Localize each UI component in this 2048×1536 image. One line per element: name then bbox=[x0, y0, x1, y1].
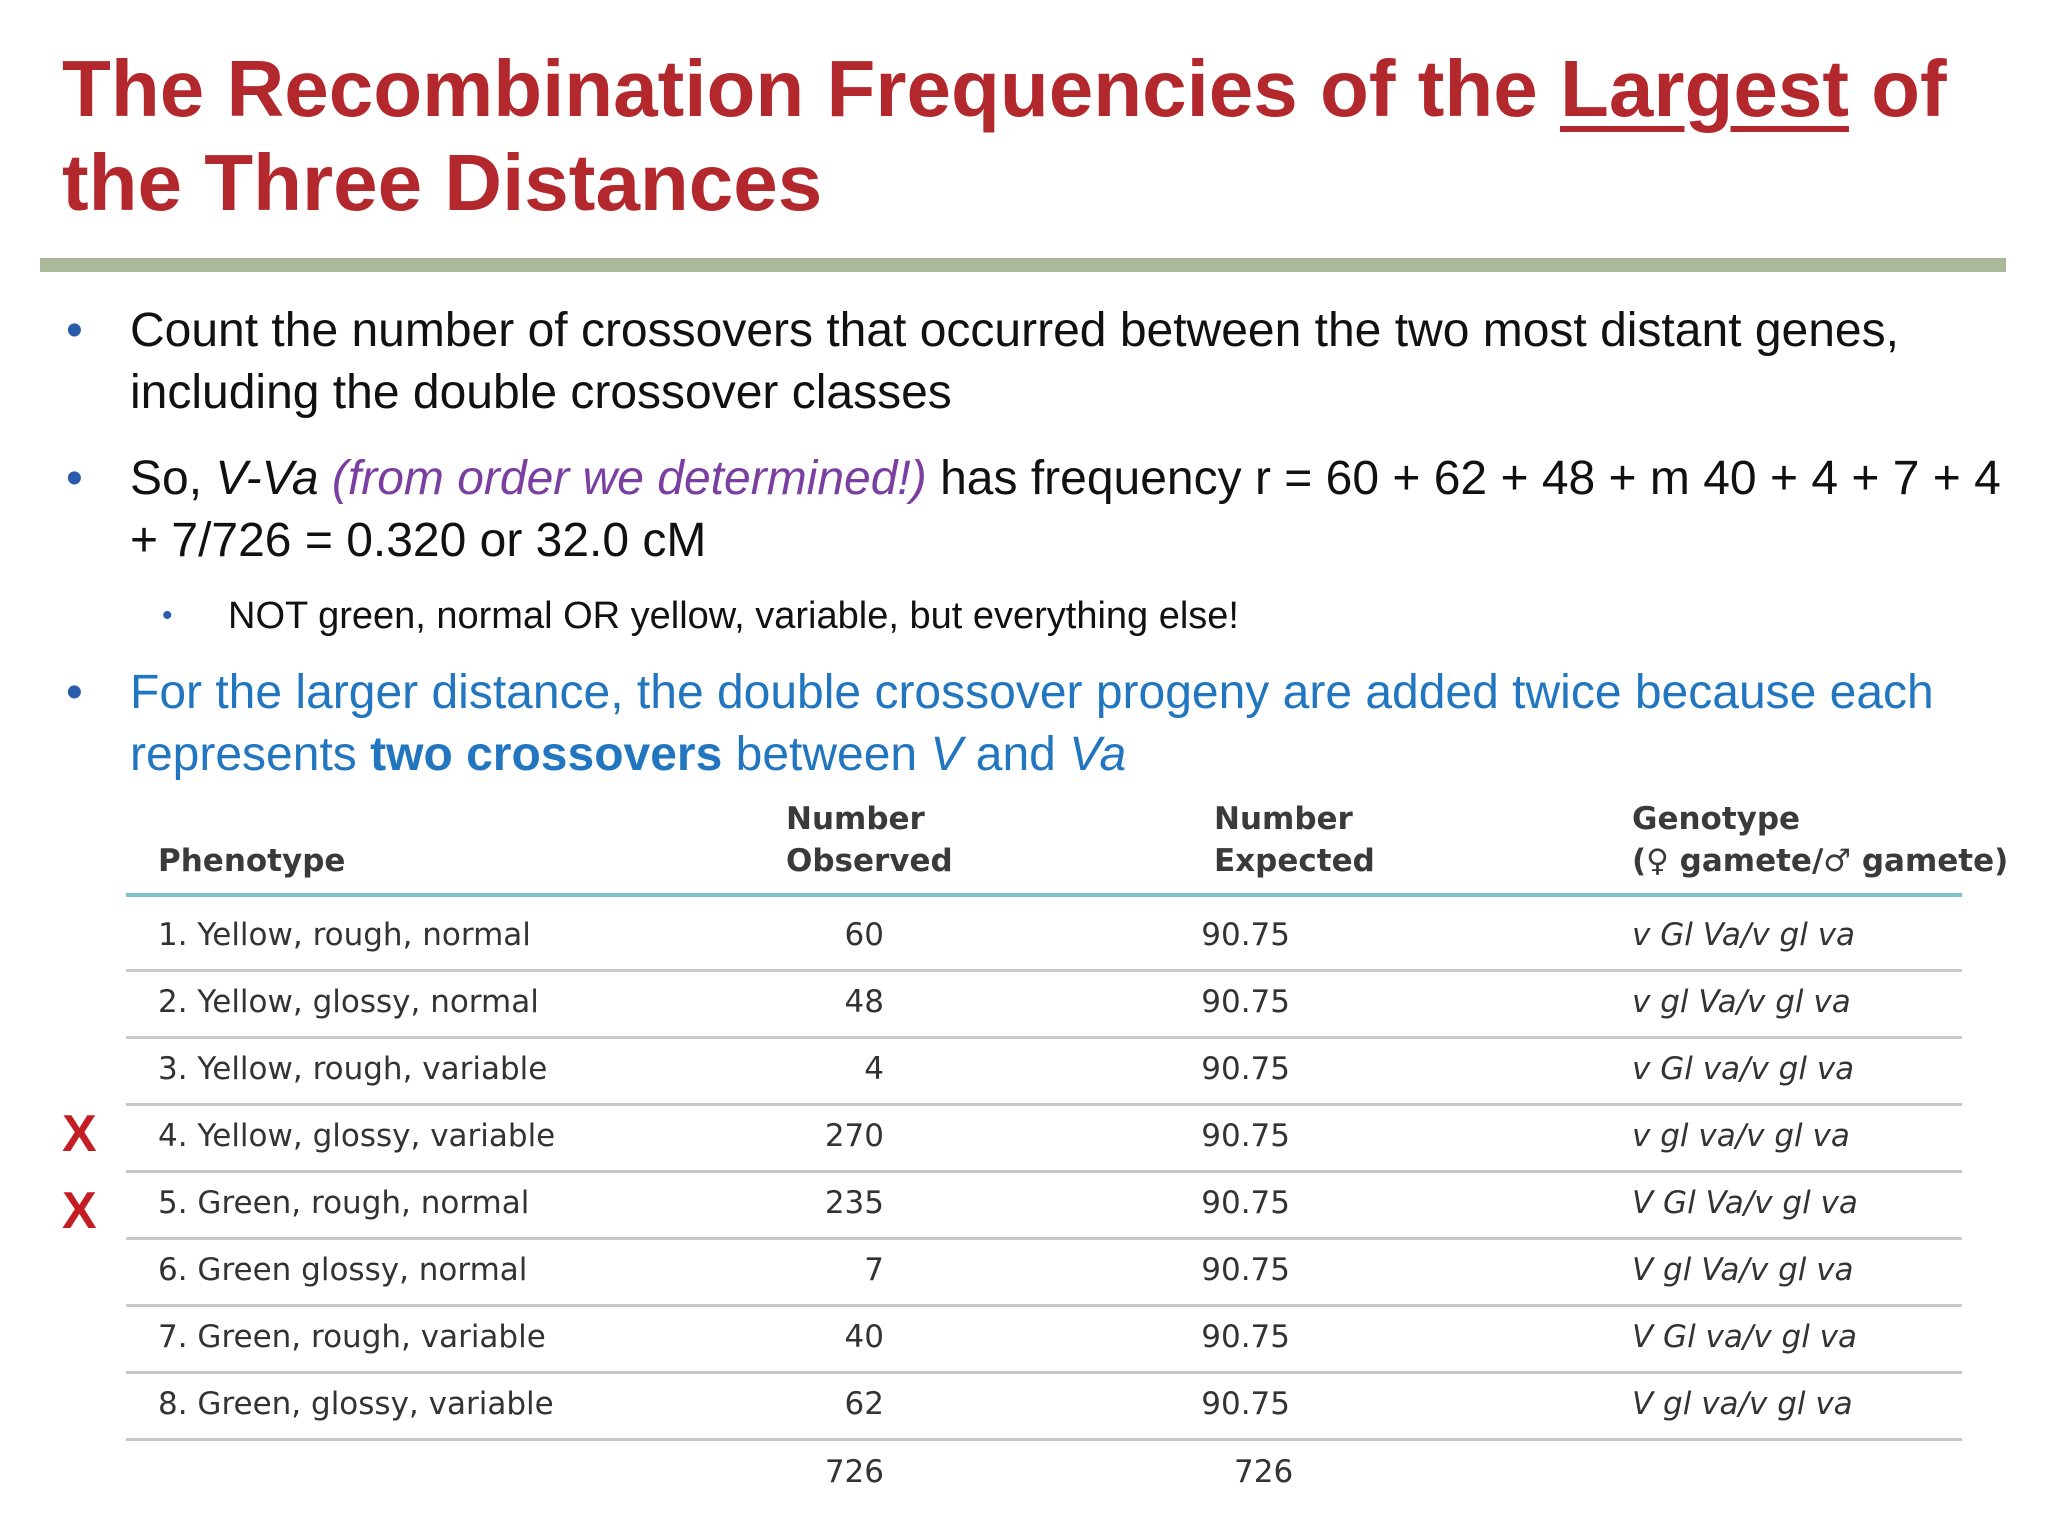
bullet-3-and: and bbox=[962, 728, 1070, 781]
row-5-observed: 235 bbox=[824, 1185, 884, 1221]
row-1-observed: 60 bbox=[844, 917, 884, 953]
row-4-genotype: v gl va/v gl va bbox=[1632, 1118, 1850, 1154]
header-observed-line2: Observed bbox=[786, 843, 953, 879]
bullet-2-note: (from order we determined!) bbox=[318, 452, 927, 505]
bullet-1-text: Count the number of crossovers that occurred between the two most distant genes, including the double crossover classes bbox=[130, 304, 1899, 419]
sub-bullet-text: NOT green, normal OR yellow, variable, but everything else! bbox=[228, 595, 1239, 637]
row-5-excluded-mark: X bbox=[62, 1182, 97, 1240]
row-3-observed: 4 bbox=[864, 1051, 884, 1087]
row-divider bbox=[126, 1036, 1962, 1039]
bullet-2-formula: has frequency r = 60 + 62 + 48 + m 40 + 4 + 7 + 4 + 7/726 = 0.320 or 32.0 cM bbox=[130, 452, 2001, 567]
header-divider bbox=[126, 893, 1962, 897]
bullet-dot: • bbox=[66, 304, 83, 357]
bullet-3-start: For the larger distance, the double crossover progeny are added twice because each represents bbox=[130, 666, 1934, 781]
row-8-phenotype: 8. Green, glossy, variable bbox=[158, 1386, 554, 1422]
row-divider bbox=[126, 1103, 1962, 1106]
row-4-excluded-mark: X bbox=[62, 1105, 97, 1163]
row-1-expected: 90.75 bbox=[1201, 917, 1290, 953]
header-expected-line2: Expected bbox=[1214, 843, 1375, 879]
row-5-genotype: V Gl Va/v gl va bbox=[1632, 1185, 1858, 1221]
row-2-phenotype: 2. Yellow, glossy, normal bbox=[158, 984, 539, 1020]
bullet-dot: • bbox=[66, 452, 83, 505]
row-divider bbox=[126, 1304, 1962, 1307]
row-divider bbox=[126, 1170, 1962, 1173]
bullet-2-prefix: So, bbox=[130, 452, 216, 505]
row-1-phenotype: 1. Yellow, rough, normal bbox=[158, 917, 531, 953]
sub-bullet-dot: • bbox=[162, 599, 173, 632]
row-2-expected: 90.75 bbox=[1201, 984, 1290, 1020]
row-6-phenotype: 6. Green glossy, normal bbox=[158, 1252, 528, 1288]
row-5-expected: 90.75 bbox=[1201, 1185, 1290, 1221]
row-7-expected: 90.75 bbox=[1201, 1319, 1290, 1355]
row-6-expected: 90.75 bbox=[1201, 1252, 1290, 1288]
bullet-3-gene-va: Va bbox=[1069, 728, 1127, 781]
bullet-dot: • bbox=[66, 666, 83, 719]
row-divider bbox=[126, 1371, 1962, 1374]
title-text-end: of the Three Distances bbox=[62, 44, 1947, 227]
row-7-observed: 40 bbox=[844, 1319, 884, 1355]
row-7-phenotype: 7. Green, rough, variable bbox=[158, 1319, 546, 1355]
row-8-observed: 62 bbox=[844, 1386, 884, 1422]
row-divider bbox=[126, 969, 1962, 972]
row-4-phenotype: 4. Yellow, glossy, variable bbox=[158, 1118, 556, 1154]
row-divider bbox=[126, 1438, 1962, 1441]
title-underlined-word: Largest bbox=[1559, 44, 1849, 133]
row-3-genotype: v Gl va/v gl va bbox=[1632, 1051, 1855, 1087]
row-5-phenotype: 5. Green, rough, normal bbox=[158, 1185, 530, 1221]
row-3-expected: 90.75 bbox=[1201, 1051, 1290, 1087]
header-phenotype: Phenotype bbox=[158, 843, 346, 879]
row-6-genotype: V gl Va/v gl va bbox=[1632, 1252, 1854, 1288]
row-7-genotype: V Gl va/v gl va bbox=[1632, 1319, 1858, 1355]
total-expected: 726 bbox=[1234, 1454, 1294, 1490]
header-genotype-line2: (♀ gamete/♂ gamete) bbox=[1632, 843, 2009, 879]
row-1-genotype: v Gl Va/v gl va bbox=[1632, 917, 1856, 953]
row-8-expected: 90.75 bbox=[1201, 1386, 1290, 1422]
row-divider bbox=[126, 1237, 1962, 1240]
row-2-genotype: v gl Va/v gl va bbox=[1632, 984, 1851, 1020]
row-4-expected: 90.75 bbox=[1201, 1118, 1290, 1154]
title-text-start: The Recombination Frequencies of the bbox=[62, 44, 1560, 133]
bullet-3-gene-v: V bbox=[930, 728, 963, 781]
row-8-genotype: V gl va/v gl va bbox=[1632, 1386, 1853, 1422]
row-4-observed: 270 bbox=[824, 1118, 884, 1154]
header-observed-line1: Number bbox=[786, 801, 925, 837]
header-expected-line1: Number bbox=[1214, 801, 1353, 837]
row-6-observed: 7 bbox=[864, 1252, 884, 1288]
row-2-observed: 48 bbox=[844, 984, 884, 1020]
bullet-2-gene: V-Va bbox=[215, 452, 319, 505]
bullet-3-mid: between bbox=[722, 728, 931, 781]
row-3-phenotype: 3. Yellow, rough, variable bbox=[158, 1051, 548, 1087]
bullet-3-bold: two crossovers bbox=[370, 728, 723, 781]
header-genotype-line1: Genotype bbox=[1632, 801, 1801, 837]
total-observed: 726 bbox=[824, 1454, 884, 1490]
